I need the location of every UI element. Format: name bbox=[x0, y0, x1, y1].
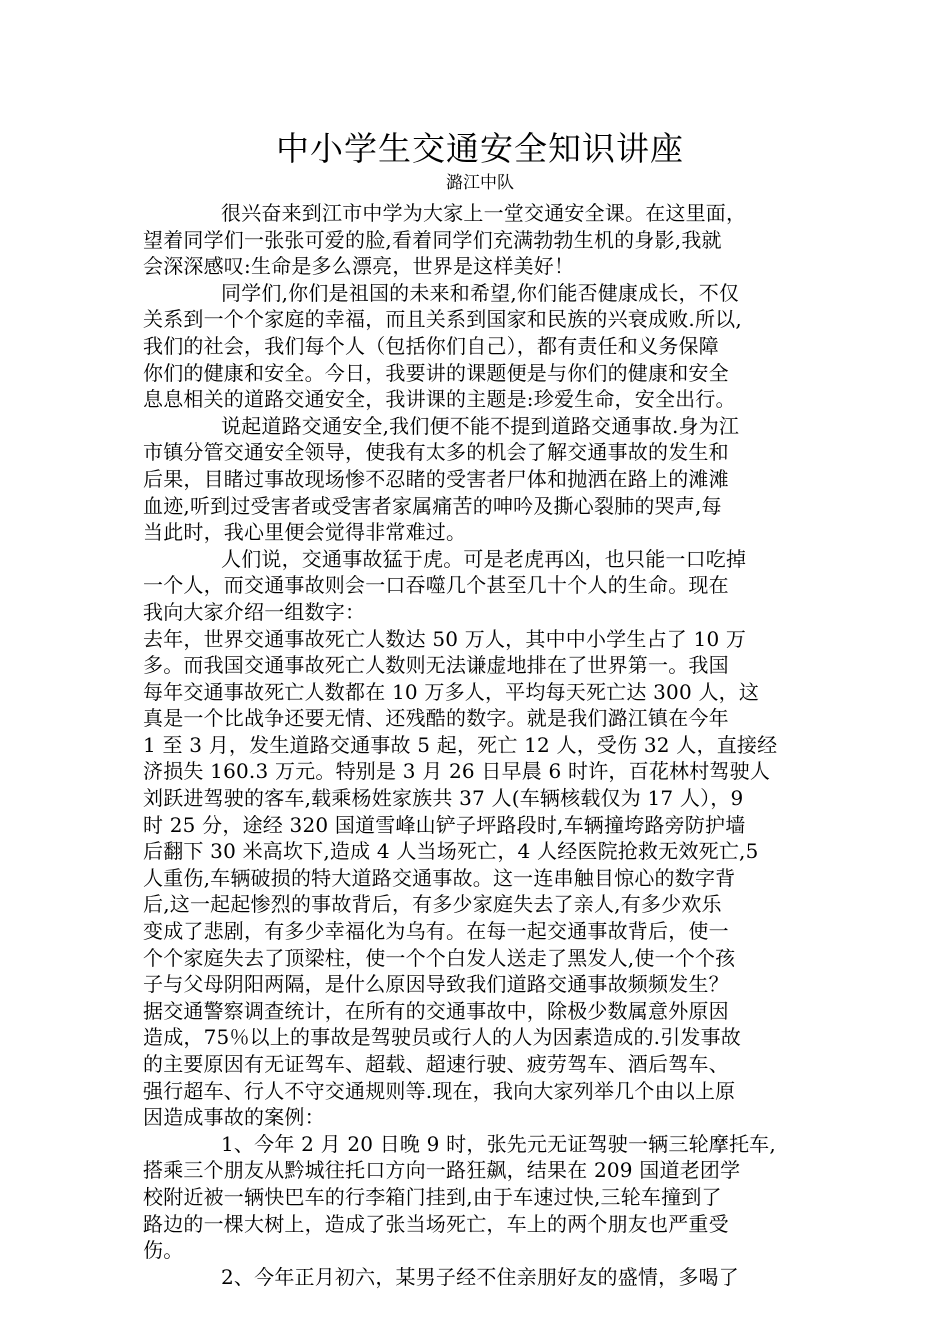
text-line: 你们的健康和安全。今日，我要讲的课题便是与你们的健康和安全 bbox=[143, 360, 729, 385]
text-line: 会深深感叹:生命是多么漂亮，世界是这样美好！ bbox=[143, 254, 575, 279]
text-line: 搭乘三个朋友从黔城往托口方向一路狂飙，结果在 209 国道老团学 bbox=[143, 1158, 741, 1183]
text-line: 人们说，交通事故猛于虎。可是老虎再凶，也只能一口吃掉 bbox=[221, 546, 747, 571]
text-line: 息息相关的道路交通安全，我讲课的主题是:珍爱生命，安全出行。 bbox=[143, 387, 736, 412]
text-line: 后果，目睹过事故现场惨不忍睹的受害者尸体和抛洒在路上的滩滩 bbox=[143, 466, 729, 491]
text-line: 时 25 分，途经 320 国道雪峰山铲子坪路段时,车辆撞垮路旁防护墙 bbox=[143, 812, 746, 837]
text-line: 后翻下 30 米高坎下,造成 4 人当场死亡，4 人经医院抢救无效死亡,5 bbox=[143, 839, 759, 864]
text-line: 我们的社会，我们每个人（包括你们自己），都有责任和义务保障 bbox=[143, 333, 719, 358]
text-line: 的主要原因有无证驾车、超载、超速行驶、疲劳驾车、酒后驾车、 bbox=[143, 1052, 729, 1076]
text-line: 关系到一个个家庭的幸福，而且关系到国家和民族的兴衰成败.所以, bbox=[143, 307, 742, 332]
text-line: 1 至 3 月，发生道路交通事故 5 起，死亡 12 人，受伤 32 人，直接经 bbox=[143, 732, 778, 757]
text-line: 1、今年 2 月 20 日晚 9 时，张先元无证驾驶一辆三轮摩托车, bbox=[221, 1131, 776, 1156]
text-line: 个个家庭失去了顶梁柱，使一个个白发人送走了黑发人,使一个个孩 bbox=[143, 945, 736, 970]
text-line: 我向大家介绍一组数字： bbox=[143, 599, 366, 624]
text-line: 血迹,听到过受害者或受害者家属痛苦的呻吟及撕心裂肺的哭声,每 bbox=[143, 493, 722, 518]
text-line: 变成了悲剧，有多少幸福化为乌有。在每一起交通事故背后，使一 bbox=[143, 919, 729, 944]
text-line: 一个人，而交通事故则会一口吞噬几个甚至几十个人的生命。现在 bbox=[143, 573, 729, 598]
text-line: 市镇分管交通安全领导，使我有太多的机会了解交通事故的发生和 bbox=[143, 440, 729, 465]
text-line: 刘跃进驾驶的客车,载乘杨姓家族共 37 人(车辆核载仅为 17 人），9 bbox=[143, 786, 744, 811]
text-line: 去年，世界交通事故死亡人数达 50 万人，其中中小学生占了 10 万 bbox=[143, 626, 747, 651]
text-line: 据交通警察调查统计，在所有的交通事故中，除极少数属意外原因 bbox=[143, 998, 729, 1023]
text-line: 校附近被一辆快巴车的行李箱门挂到,由于车速过快,三轮车撞到了 bbox=[143, 1184, 722, 1209]
text-line: 造成，75％以上的事故是驾驶员或行人的人为因素造成的.引发事故 bbox=[143, 1025, 742, 1050]
text-line: 很兴奋来到江市中学为大家上一堂交通安全课。在这里面， bbox=[221, 201, 747, 225]
text-line: 路边的一棵大树上，造成了张当场死亡，车上的两个朋友也严重受 bbox=[143, 1211, 729, 1236]
text-line: 望着同学们一张张可爱的脸,看着同学们充满勃勃生机的身影,我就 bbox=[143, 227, 722, 252]
text-line: 强行超车、行人不守交通规则等.现在，我向大家列举几个由以上原 bbox=[143, 1078, 736, 1103]
document-author: 潞江中队 bbox=[446, 173, 514, 193]
document-title: 中小学生交通安全知识讲座 bbox=[276, 129, 684, 168]
text-line: 子与父母阴阳两隔，是什么原因导致我们道路交通事故频频发生？ bbox=[143, 972, 729, 997]
text-line: 后,这一起起惨烈的事故背后，有多少家庭失去了亲人,有多少欢乐 bbox=[143, 892, 722, 917]
text-line: 同学们,你们是祖国的未来和希望,你们能否健康成长，不仅 bbox=[221, 280, 740, 305]
text-line: 多。而我国交通事故死亡人数则无法谦虚地排在了世界第一。我国 bbox=[143, 653, 729, 678]
text-line: 人重伤,车辆破损的特大道路交通事故。这一连串触目惊心的数字背 bbox=[143, 865, 736, 890]
document-body bbox=[143, 200, 815, 1290]
text-line: 当此时，我心里便会觉得非常难过。 bbox=[143, 520, 467, 545]
text-line: 每年交通事故死亡人数都在 10 万多人，平均每天死亡达 300 人，这 bbox=[143, 679, 760, 704]
text-line: 济损失 160.3 万元。特别是 3 月 26 日早晨 6 时许，百花林村驾驶人 bbox=[143, 759, 771, 784]
text-line: 因造成事故的案例： bbox=[143, 1105, 325, 1130]
text-line: 真是一个比战争还要无情、还残酷的数字。就是我们潞江镇在今年 bbox=[143, 706, 729, 731]
text-line: 伤。 bbox=[143, 1238, 184, 1263]
text-line: 2、今年正月初六，某男子经不住亲朋好友的盛情，多喝了 bbox=[221, 1264, 739, 1289]
text-line: 说起道路交通安全,我们便不能不提到道路交通事故.身为江 bbox=[221, 413, 740, 438]
